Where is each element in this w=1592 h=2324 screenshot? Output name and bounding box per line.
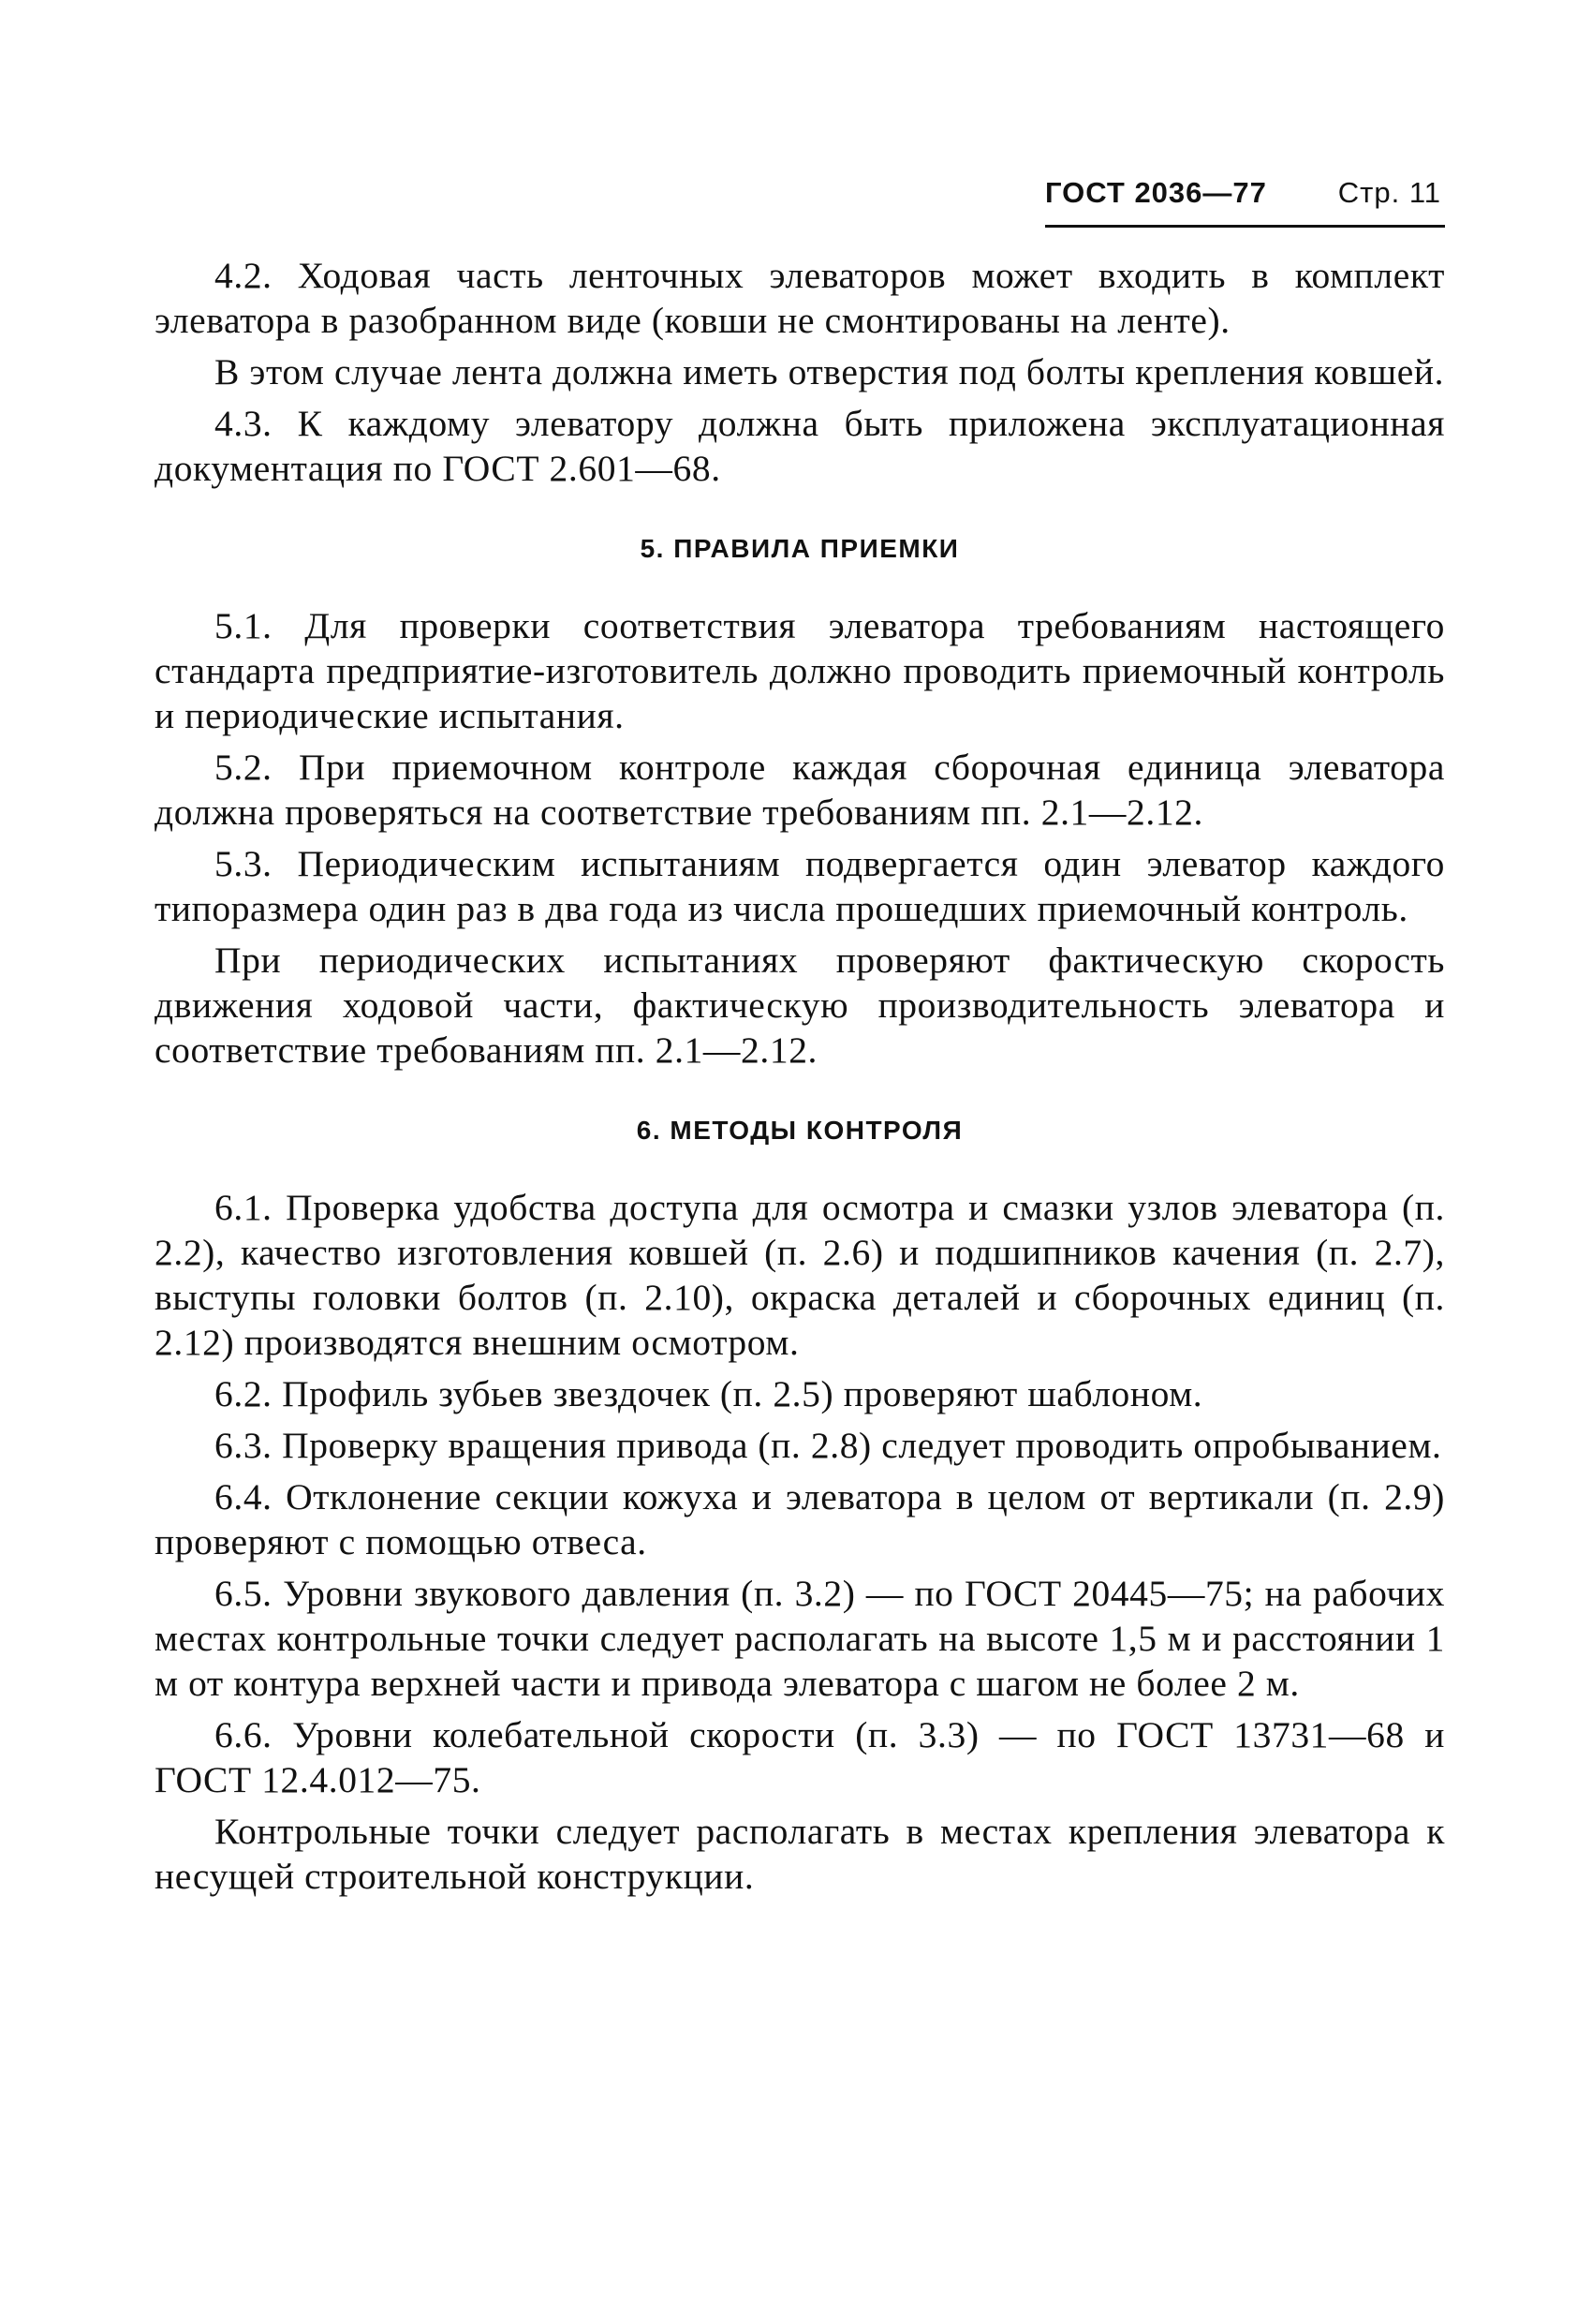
standard-number: ГОСТ 2036—77 (1045, 176, 1267, 209)
paragraph-4-2: 4.2. Ходовая часть ленточных элеваторов может входить в комплект элеватора в разобранном виде (ковши не смонтированы на ленте). (155, 255, 1445, 341)
section-heading-acceptance-rules: 5. ПРАВИЛА ПРИЕМКИ (640, 534, 960, 563)
paragraph-5-3-note: При периодических испытаниях проверяют фактическую скорость движения ходовой части, фактическую производительность элеватора и соответствие требованиям пп. 2.1—2.12. (155, 940, 1445, 1071)
paragraph-6-2: 6.2. Профиль зубьев звездочек (п. 2.5) проверяют шаблоном. (214, 1373, 1203, 1414)
paragraph-5-3: 5.3. Периодическим испытаниям подвергается один элеватор каждого типоразмера один раз в два года из числа прошедших приемочный контроль. (155, 843, 1445, 929)
paragraph-4-3: 4.3. К каждому элеватору должна быть приложена эксплуатационная документация по ГОСТ 2.601—68. (155, 403, 1445, 489)
section-heading-control-methods: 6. МЕТОДЫ КОНТРОЛЯ (636, 1116, 964, 1145)
paragraph-4-2-note: В этом случае лента должна иметь отверстия под болты крепления ковшей. (214, 351, 1445, 392)
paragraph-5-1: 5.1. Для проверки соответствия элеватора требованиям настоящего стандарта предприятие-изготовитель должно проводить приемочный контроль и периодические испытания. (155, 605, 1445, 736)
paragraph-5-2: 5.2. При приемочном контроле каждая сборочная единица элеватора должна проверяться на соответствие требованиям пп. 2.1—2.12. (155, 747, 1445, 833)
paragraph-6-4: 6.4. Отклонение секции кожуха и элеватора в целом от вертикали (п. 2.9) проверяют с помощью отвеса. (155, 1476, 1445, 1562)
page-header (1045, 176, 1445, 228)
paragraph-6-3: 6.3. Проверку вращения привода (п. 2.8) следует проводить опробыванием. (214, 1425, 1442, 1466)
page-number: Стр. 11 (1337, 176, 1441, 209)
paragraph-6-6: 6.6. Уровни колебательной скорости (п. 3.3) — по ГОСТ 13731—68 и ГОСТ 12.4.012—75. (155, 1714, 1445, 1800)
paragraph-6-1: 6.1. Проверка удобства доступа для осмотра и смазки узлов элеватора (п. 2.2), качество изготовления ковшей (п. 2.6) и подшипников качения (п. 2.7), выступы головки болтов (п. 2.10), окраска деталей и сборочных единиц (п. 2.12) производятся внешним осмотром. (155, 1187, 1445, 1363)
paragraph-6-5: 6.5. Уровни звукового давления (п. 3.2) — по ГОСТ 20445—75; на рабочих местах контрольные точки следует располагать на высоте 1,5 м и расстоянии 1 м от контура верхней части и привода элеватора с шагом не более 2 м. (155, 1573, 1445, 1704)
paragraph-6-6-note: Контрольные точки следует располагать в местах крепления элеватора к несущей строительной конструкции. (155, 1811, 1445, 1897)
document-body (155, 253, 1445, 1905)
